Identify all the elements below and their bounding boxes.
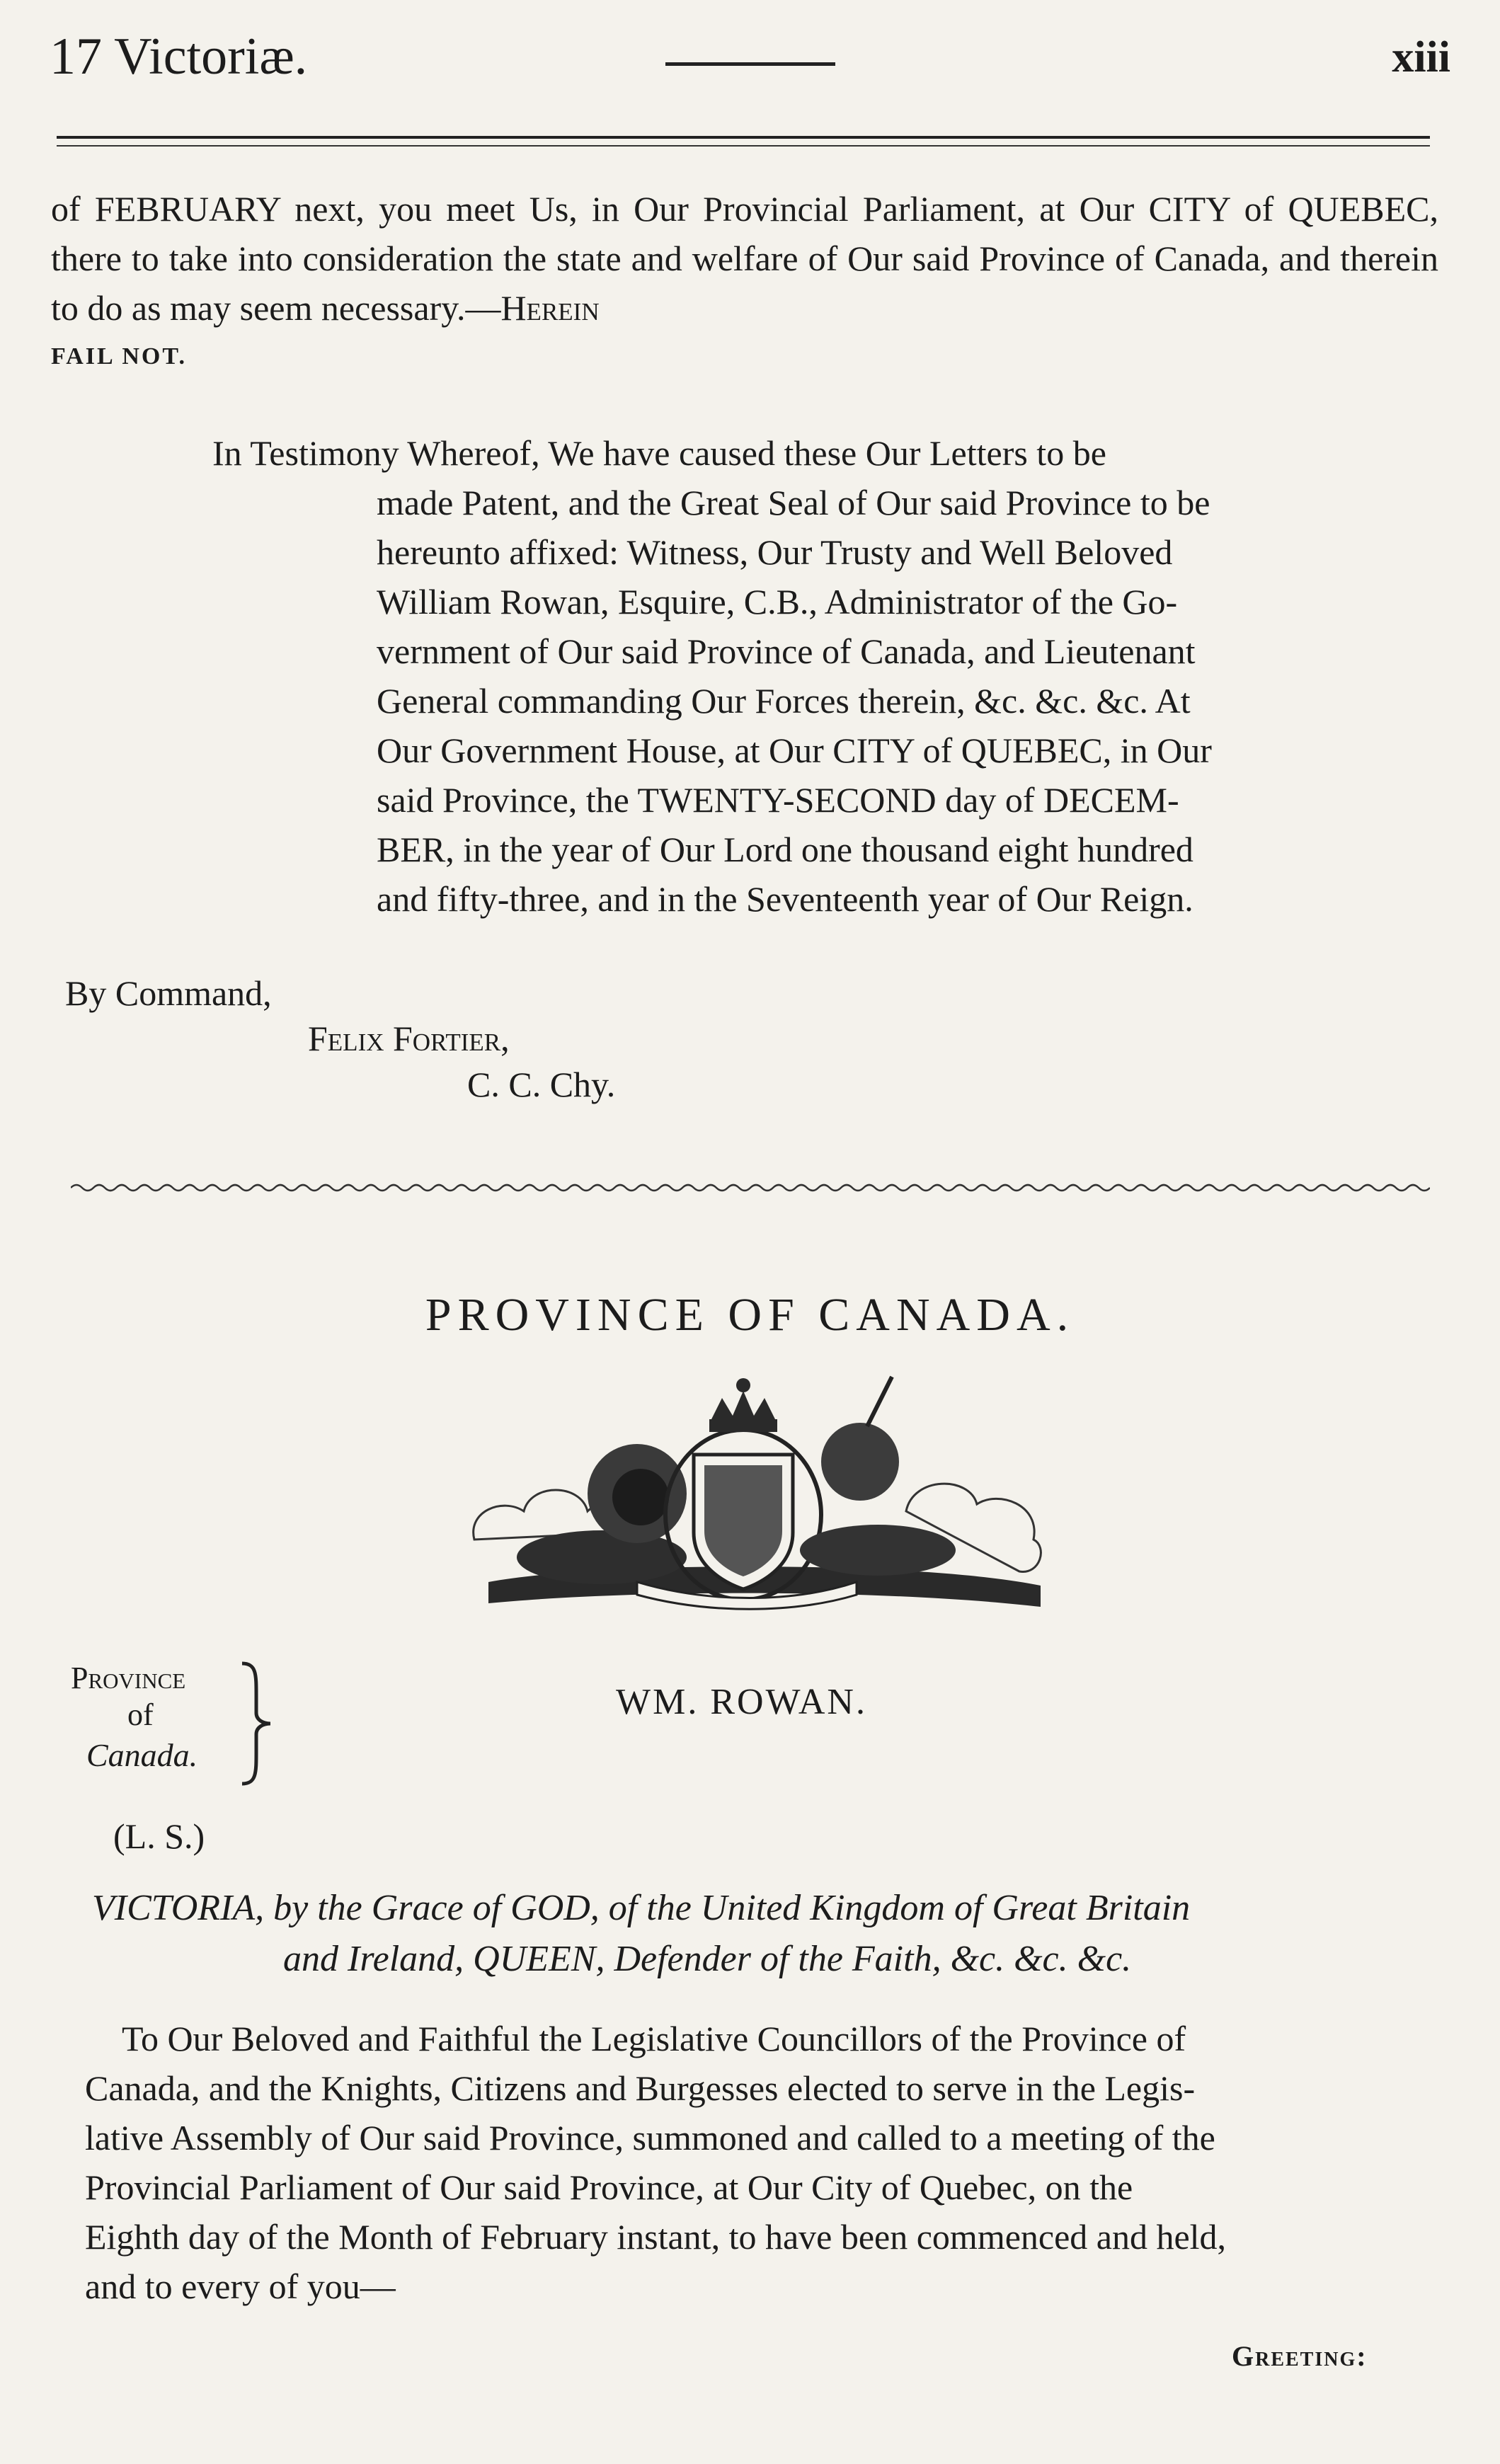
proclamation-paragraph <box>51 184 1438 333</box>
province-margin-label <box>71 1660 276 1809</box>
victoria-line-2: and Ireland, QUEEN, Defender of the Faith, &c. &c. &c. <box>283 1939 1132 1979</box>
locus-sigilli: (L. S.) <box>113 1816 205 1856</box>
testimony-paragraph <box>212 428 1444 924</box>
testimony-line: In Testimony Whereof, We have caused these Our Letters to be <box>212 433 1106 473</box>
header-dash <box>665 62 835 66</box>
canada-label: Canada. <box>86 1737 198 1773</box>
royal-coat-of-arms-image <box>460 1370 1069 1624</box>
wavy-divider <box>71 1181 1430 1195</box>
testimony-line: vernment of Our said Province of Canada, and Lieutenant <box>377 631 1196 671</box>
proclamation-text: of FEBRUARY next, you meet Us, in Our Provincial Parliament, at Our CITY of QUEBEC, there to take into consideration the state and welfare of Our said Province of Canada, and therein to do as may seem necessary.— <box>51 189 1438 328</box>
header-rule-thin <box>57 145 1430 147</box>
testimony-line: BER, in the year of Our Lord one thousand eight hundred <box>377 830 1193 869</box>
header-rule <box>57 136 1430 139</box>
address-line: Canada, and the Knights, Citizens and Burgesses elected to serve in the Legis- <box>85 2068 1196 2108</box>
wm-rowan-signature: WM. ROWAN. <box>616 1682 867 1722</box>
testimony-line: William Rowan, Esquire, C.B., Administrator of the Go- <box>377 582 1178 621</box>
section-title: PROVINCE OF CANADA. <box>425 1289 1075 1341</box>
curly-brace-icon <box>235 1660 277 1787</box>
fail-not-text: FAIL NOT. <box>51 343 187 369</box>
testimony-line: made Patent, and the Great Seal of Our said Province to be <box>377 483 1210 522</box>
signer-office: C. C. Chy. <box>467 1065 616 1104</box>
testimony-line: hereunto affixed: Witness, Our Trusty and Well Beloved <box>377 532 1173 572</box>
province-label: Province <box>71 1661 186 1695</box>
address-line: Provincial Parliament of Our said Province, at Our City of Quebec, on the <box>85 2167 1133 2207</box>
victoria-title <box>0 1883 1500 1985</box>
victoria-line-1: VICTORIA, by the Grace of GOD, of the United Kingdom of Great Britain <box>92 1888 1191 1928</box>
greeting-text: Greeting: <box>1232 2340 1368 2372</box>
of-label: of <box>127 1697 154 1732</box>
testimony-line: General commanding Our Forces therein, &c. &c. &c. At <box>377 681 1191 721</box>
by-command: By Command, <box>65 973 272 1013</box>
testimony-line: Our Government House, at Our CITY of QUEBEC, in Our <box>377 730 1212 770</box>
signer-name: Felix Fortier, <box>308 1019 510 1058</box>
page-header <box>50 27 1450 112</box>
address-line: lative Assembly of Our said Province, summoned and called to a meeting of the <box>85 2118 1215 2158</box>
address-line: Eighth day of the Month of February instant, to have been commenced and held, <box>85 2217 1227 2257</box>
herein-text: Herein <box>500 288 600 328</box>
address-line: and to every of you— <box>85 2267 396 2306</box>
testimony-line: and fifty-three, and in the Seventeenth year of Our Reign. <box>377 879 1193 919</box>
address-line: To Our Beloved and Faithful the Legislative Councillors of the Province of <box>122 2019 1186 2058</box>
testimony-line: said Province, the TWENTY-SECOND day of DECEM- <box>377 780 1179 820</box>
address-paragraph <box>85 2014 1465 2311</box>
page-number: xiii <box>1392 33 1450 81</box>
running-title: 17 Victoriæ. <box>50 28 308 86</box>
